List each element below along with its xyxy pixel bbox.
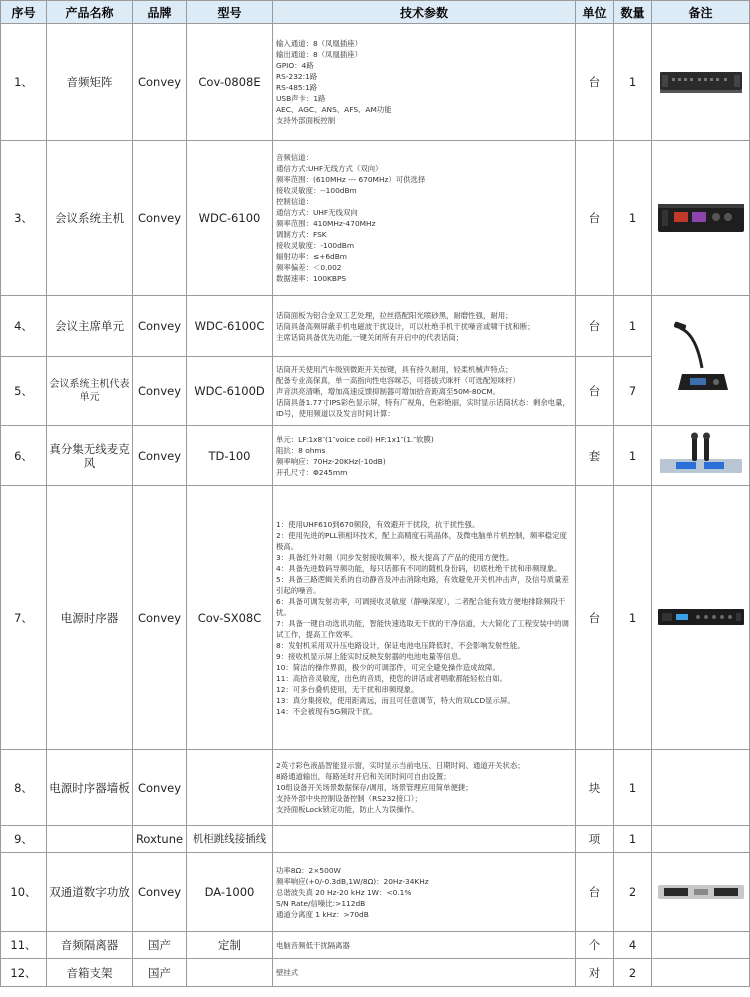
spec-line: 声音洪亮清晰，增加高速反馈抑制器可增加拾音距离至50M-80CM。 [276,386,501,396]
header-model: 型号 [187,1,273,24]
row-qty: 1 [614,486,652,750]
row-unit: 个 [576,932,614,959]
row-model: WDC-6100D [187,357,273,426]
row-model: WDC-6100 [187,141,273,296]
row-model: Cov-0808E [187,24,273,141]
spec-line: 总谐波失真 20 Hz-20 kHz 1W：<0.1% [276,887,412,897]
header-no: 序号 [1,1,47,24]
spec-line: 话筒面板为铝合金双工艺处理，拉丝搭配阳光喷砂黑，耐磨性强，耐用； [276,310,513,320]
spec-line: RS-232:1路 [276,72,318,81]
header-brand: 品牌 [133,1,187,24]
spec-line: 频率偏差：＜0.002 [276,263,342,272]
row-brand: Convey [133,24,187,141]
row-remark [652,959,750,987]
row-brand: 国产 [133,959,187,987]
spec-line: 壁挂式 [276,968,299,977]
header-qty: 数量 [614,1,652,24]
row-unit: 套 [576,426,614,486]
spec-line: 控制信道： [276,197,313,206]
row-brand: Convey [133,750,187,826]
row-remark [652,24,750,141]
row-name: 双通道数字功放 [47,853,133,932]
spec-line: 2：使用先进的PLL锁相环技术，配上高精度石英晶体，及微电脑单片机控制，频率稳定度极高。 [276,530,567,551]
row-unit: 台 [576,141,614,296]
header-unit: 单位 [576,1,614,24]
row-spec [273,357,576,426]
row-model: TD-100 [187,426,273,486]
row-spec [273,141,576,296]
spec-line: 13：真分集接收，使用距离远，而且可任意调节，特大的双LCD显示屏。 [276,695,515,705]
row-remark [652,426,750,486]
table-row [1,959,750,987]
amplifier-image [656,878,746,906]
table-row [1,426,750,486]
row-spec [273,296,576,357]
row-remark [652,853,750,932]
row-qty: 1 [614,141,652,296]
row-qty: 1 [614,24,652,141]
table-row [1,141,750,296]
spec-line: 11：高拾音灵敏度，出色的音质，使您的讲话或者唱歌都能轻松自如。 [276,673,508,683]
table-row [1,24,750,141]
table-row [1,296,750,357]
spec-line: 支持外部面板控制 [276,116,336,125]
spec-line: 数据速率：100KBPS [276,274,347,283]
row-no: 6、 [1,426,47,486]
row-no: 3、 [1,141,47,296]
chairman-mic-image [666,316,736,406]
power-sequencer-image [656,603,746,633]
row-model: 定制 [187,932,273,959]
header-row [1,1,750,24]
spec-line: S/N Rate/信噪比:>112dB [276,898,366,908]
spec-line: 2英寸彩色液晶智能显示窗，实时显示当前电压、日期时间、通道开关状态； [276,761,525,770]
row-name: 会议系统主机代表单元 [47,357,133,426]
row-brand: Convey [133,853,187,932]
spec-line: 频率响应：70Hz-20KHz(-10dB) [276,456,386,466]
row-brand: Convey [133,486,187,750]
spec-line: 8路通道输出，每路延时开启和关闭时间可自由设置； [276,772,451,781]
row-spec [273,24,576,141]
row-qty: 7 [614,357,652,426]
row-spec [273,750,576,826]
row-spec [273,959,576,987]
wireless-mic-image [656,431,746,481]
row-remark [652,826,750,853]
spec-line: 接收灵敏度：--100dBm [276,186,357,195]
spec-line: USB声卡：1路 [276,94,326,103]
row-remark [652,932,750,959]
row-spec [273,932,576,959]
spec-line: 通道分离度 1 kHz：>70dB [276,909,369,919]
row-name [47,826,133,853]
row-no: 1、 [1,24,47,141]
row-model: WDC-6100C [187,296,273,357]
row-no: 11、 [1,932,47,959]
table-row [1,357,750,426]
header-remark: 备注 [652,1,750,24]
row-brand: Convey [133,141,187,296]
spec-line: 频率响应(+0/-0.3dB,1W/8Ω)：20Hz-34KHz [276,876,429,886]
header-name: 产品名称 [47,1,133,24]
row-model: Cov-SX08C [187,486,273,750]
spec-line: 频率范围：(610MHz --- 670MHz）可供选择 [276,175,426,184]
row-unit: 项 [576,826,614,853]
header-spec: 技术参数 [273,1,576,24]
spec-line: 话筒具备高频屏蔽手机电磁波干扰设计，可以杜绝手机干扰噪音或啸干扰和断； [276,321,535,331]
spec-line: 配备专业高保真，单一高指向性电容咪芯，可搭拔式咪杆（可选配短咪杆） [276,375,520,385]
row-no: 9、 [1,826,47,853]
row-qty: 4 [614,932,652,959]
row-unit: 台 [576,853,614,932]
spec-line: 支持面板Lock锁定功能，防止人为误操作。 [276,805,419,814]
spec-line: 8：发射机采用双升压电路设计，保证电池电压降低时，不会影响发射性能。 [276,640,525,650]
spec-line: 通信方式：UHF无线双向 [276,208,358,217]
row-no: 8、 [1,750,47,826]
spec-line: 5：具备三路逻辑关系的自动静音及冲击消除电路，有效避免开关机冲击声，及信号质量差引起的噪音。 [276,574,569,595]
spec-line: GPIO：4路 [276,61,314,70]
spec-line: 14：不会被现有5G频段干扰。 [276,706,378,716]
spec-line: 频率范围：410MHz-470MHz [276,219,376,228]
row-qty: 2 [614,853,652,932]
spec-line: 功率8Ω：2×500W [276,865,341,875]
spec-line: 辐射功率：≤+6dBm [276,252,348,261]
spec-line: 7：具备一键自动选讯功能，智能快速选取无干扰的干净信道，大大简化了工程安装中的调试工作，提高工作效率。 [276,618,569,639]
row-brand: Convey [133,357,187,426]
spec-line: 支持外部中央控制设备控制（RS232接口）； [276,794,422,803]
table-row [1,853,750,932]
row-no: 10、 [1,853,47,932]
row-brand: 国产 [133,932,187,959]
row-name: 电源时序器 [47,486,133,750]
table-row [1,932,750,959]
row-name: 真分集无线麦克风 [47,426,133,486]
table-row [1,750,750,826]
row-remark [652,750,750,826]
spec-line: 6：具备可调发射功率，可调接收灵敏度（静噪深度），二者配合能有效方便地排除频段干扰。 [276,596,566,617]
row-brand: Roxtune [133,826,187,853]
row-no: 7、 [1,486,47,750]
row-model [187,959,273,987]
spec-line: 12：可多台叠机使用，无干扰和串频现象。 [276,684,419,694]
spec-line: 话筒开关使用汽车级别微距开关按键，具有持久耐用，轻柔机械声特点； [276,364,513,374]
spec-line: 通信方式:UHF无线方式（双向） [276,164,383,173]
row-unit: 台 [576,296,614,357]
row-spec [273,853,576,932]
row-model: 机柜跳线接插线 [187,826,273,853]
spec-line: 开孔尺寸：Φ245mm [276,467,348,477]
spec-line: 接收灵敏度：-100dBm [276,241,355,250]
row-name: 会议系统主机 [47,141,133,296]
row-name: 音频矩阵 [47,24,133,141]
spec-line: 话筒具备1.77寸IPS彩色显示屏，特有广视角，色彩艳丽，实时显示话筒状态：剩余电量，ID号，使用频道以及发言时间计算： [276,397,570,418]
row-qty: 1 [614,426,652,486]
spec-line: 电脑音频低干扰隔离器 [276,940,350,950]
spec-line: 3：具备红外对频（同步发射接收频率），极大提高了产品的使用方便性。 [276,552,514,562]
row-brand: Convey [133,426,187,486]
row-no: 5、 [1,357,47,426]
spec-line: 主席话筒具备优先功能,一键关闭所有开启中的代表话筒； [276,332,464,342]
spec-line: 单元：LF:1x8″(1″voice coil) HF:1x1″(1.″软膜) [276,434,434,444]
row-unit: 对 [576,959,614,987]
row-unit: 台 [576,24,614,141]
spec-line: RS-485:1路 [276,83,318,92]
row-remark [652,141,750,296]
row-name: 会议主席单元 [47,296,133,357]
spec-line: 1：使用UHF610到670频段，有效避开干扰段，抗干扰性强。 [276,519,480,529]
row-unit: 块 [576,750,614,826]
audio-matrix-image [658,62,744,102]
row-unit: 台 [576,486,614,750]
spec-line: 10：简洁的操作界面，极少的可调部件，可完全避免操作造成故障。 [276,662,500,672]
spec-line: 输入通道：8（凤凰插座） [276,39,363,48]
row-spec [273,826,576,853]
row-brand: Convey [133,296,187,357]
row-name: 电源时序器墙板 [47,750,133,826]
conference-host-image [656,196,746,240]
row-qty: 1 [614,296,652,357]
spec-line: 输出通道：8（凤凰插座） [276,50,363,59]
row-remark [652,486,750,750]
spec-line: 阻抗：8 ohms [276,445,326,455]
row-model [187,750,273,826]
row-qty: 1 [614,826,652,853]
row-name: 音频隔离器 [47,932,133,959]
row-no: 4、 [1,296,47,357]
spec-line: 调制方式：FSK [276,230,327,239]
spec-line: 音频信道： [276,153,313,162]
row-remark [652,296,750,426]
row-unit: 台 [576,357,614,426]
row-qty: 2 [614,959,652,987]
spec-line: 9：接收机显示屏上能实时反映发射器的电池电量等信息。 [276,651,466,661]
row-no: 12、 [1,959,47,987]
table-row [1,486,750,750]
row-spec [273,426,576,486]
spec-line: 4：具备先进数码导频功能，每只话都有不同的随机身份码，切底杜绝干扰和串频现象。 [276,563,562,573]
row-spec [273,486,576,750]
spec-line: 10组设备开关场景数据保存/调用，场景管理应用简单便捷； [276,783,473,792]
table-row [1,826,750,853]
row-name: 音箱支架 [47,959,133,987]
row-qty: 1 [614,750,652,826]
row-model: DA-1000 [187,853,273,932]
spec-line: AEC、AGC、ANS、AFS、AM功能 [276,105,392,114]
